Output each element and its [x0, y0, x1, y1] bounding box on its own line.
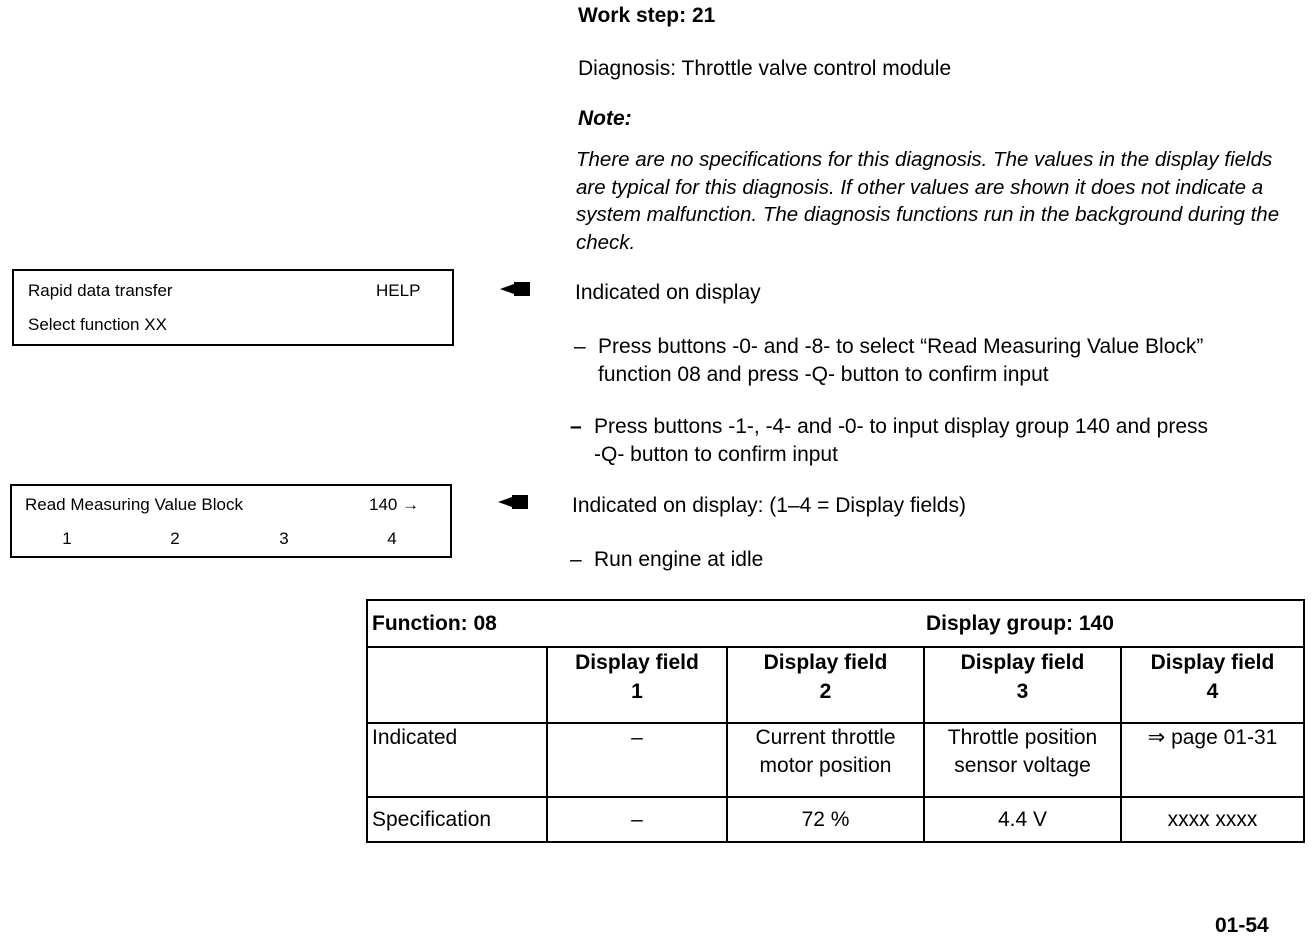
- indicated-on-display-1: Indicated on display: [575, 281, 761, 304]
- spec-field-2: 72 %: [727, 797, 924, 842]
- page-number: 01-54: [1215, 914, 1269, 937]
- indicated-on-display-2: Indicated on display: (1–4 = Display fields): [572, 494, 966, 517]
- display2-field-3: 3: [279, 529, 289, 548]
- display2-field-4: 4: [387, 529, 397, 548]
- display1-row2-left: Select function XX: [28, 315, 167, 334]
- spec-field-3: 4.4 V: [924, 797, 1121, 842]
- table-row: [367, 723, 1304, 797]
- bullet3-text: Run engine at idle: [594, 548, 764, 571]
- indicated-field-2: Current throttle motor position: [727, 723, 924, 797]
- indicated-field-4-link[interactable]: ⇒ page 01-31: [1121, 723, 1304, 797]
- diagnosis-title: Diagnosis: Throttle valve control module: [578, 57, 952, 80]
- step-bullet-display-group: [570, 413, 1306, 469]
- dash: –: [570, 415, 582, 438]
- row-label-specification: Specification: [367, 797, 547, 842]
- bullet2-line1: Press buttons -1-, -4- and -0- to input display group 140 and press: [594, 415, 1209, 438]
- table-header-row: [367, 600, 1304, 647]
- tester-display-rapid-data: [12, 269, 454, 346]
- display-group-table: [366, 599, 1305, 843]
- table-header-field-3: Display field 3: [924, 647, 1121, 723]
- display1-row1-left: Rapid data transfer: [28, 281, 173, 300]
- display2-group: 140 →: [369, 495, 420, 514]
- display2-field-2: 2: [170, 529, 180, 548]
- table-row: [367, 797, 1304, 842]
- tester-display-measuring-block: [10, 484, 452, 558]
- dash: –: [574, 335, 586, 358]
- bullet2-line2: -Q- button to confirm input: [594, 443, 838, 466]
- table-column-headers: [367, 647, 1304, 723]
- table-title-cell: [367, 600, 1304, 647]
- display2-field-1: 1: [62, 529, 72, 548]
- spec-field-4: xxxx xxxx: [1121, 797, 1304, 842]
- bullet1-line1: Press buttons -0- and -8- to select “Read Measuring Value Block”: [598, 335, 1204, 358]
- pointer-arrow-icon: [500, 282, 530, 296]
- pointer-arrow-icon: [498, 495, 528, 509]
- display2-row1-left: Read Measuring Value Block: [25, 495, 243, 514]
- step-bullet-select-function: [574, 333, 1304, 389]
- dash: –: [570, 548, 582, 571]
- table-header-field-4: Display field 4: [1121, 647, 1304, 723]
- spec-field-1: –: [547, 797, 727, 842]
- indicated-field-1: –: [547, 723, 727, 797]
- note-body: There are no specifications for this diagnosis. The values in the display fields are typical for this diagnosis. If other values are shown it does not indicate a system malfunction. The diagnosis functions run in the background during the check.: [576, 148, 1280, 254]
- row-label-indicated: Indicated: [367, 723, 547, 797]
- table-header-field-2: Display field 2: [727, 647, 924, 723]
- bullet1-line2: function 08 and press -Q- button to confirm input: [598, 363, 1049, 386]
- indicated-field-3: Throttle position sensor voltage: [924, 723, 1121, 797]
- table-header-field-1: Display field 1: [547, 647, 727, 723]
- function-label: Function: 08: [372, 611, 497, 635]
- display-group-label: Display group: 140: [926, 611, 1114, 635]
- step-bullet-run-engine: [570, 546, 763, 574]
- work-step-title: Work step: 21: [578, 4, 716, 27]
- table-header-empty: [367, 647, 547, 723]
- note-title: Note:: [578, 107, 632, 130]
- display1-help: HELP: [376, 281, 421, 300]
